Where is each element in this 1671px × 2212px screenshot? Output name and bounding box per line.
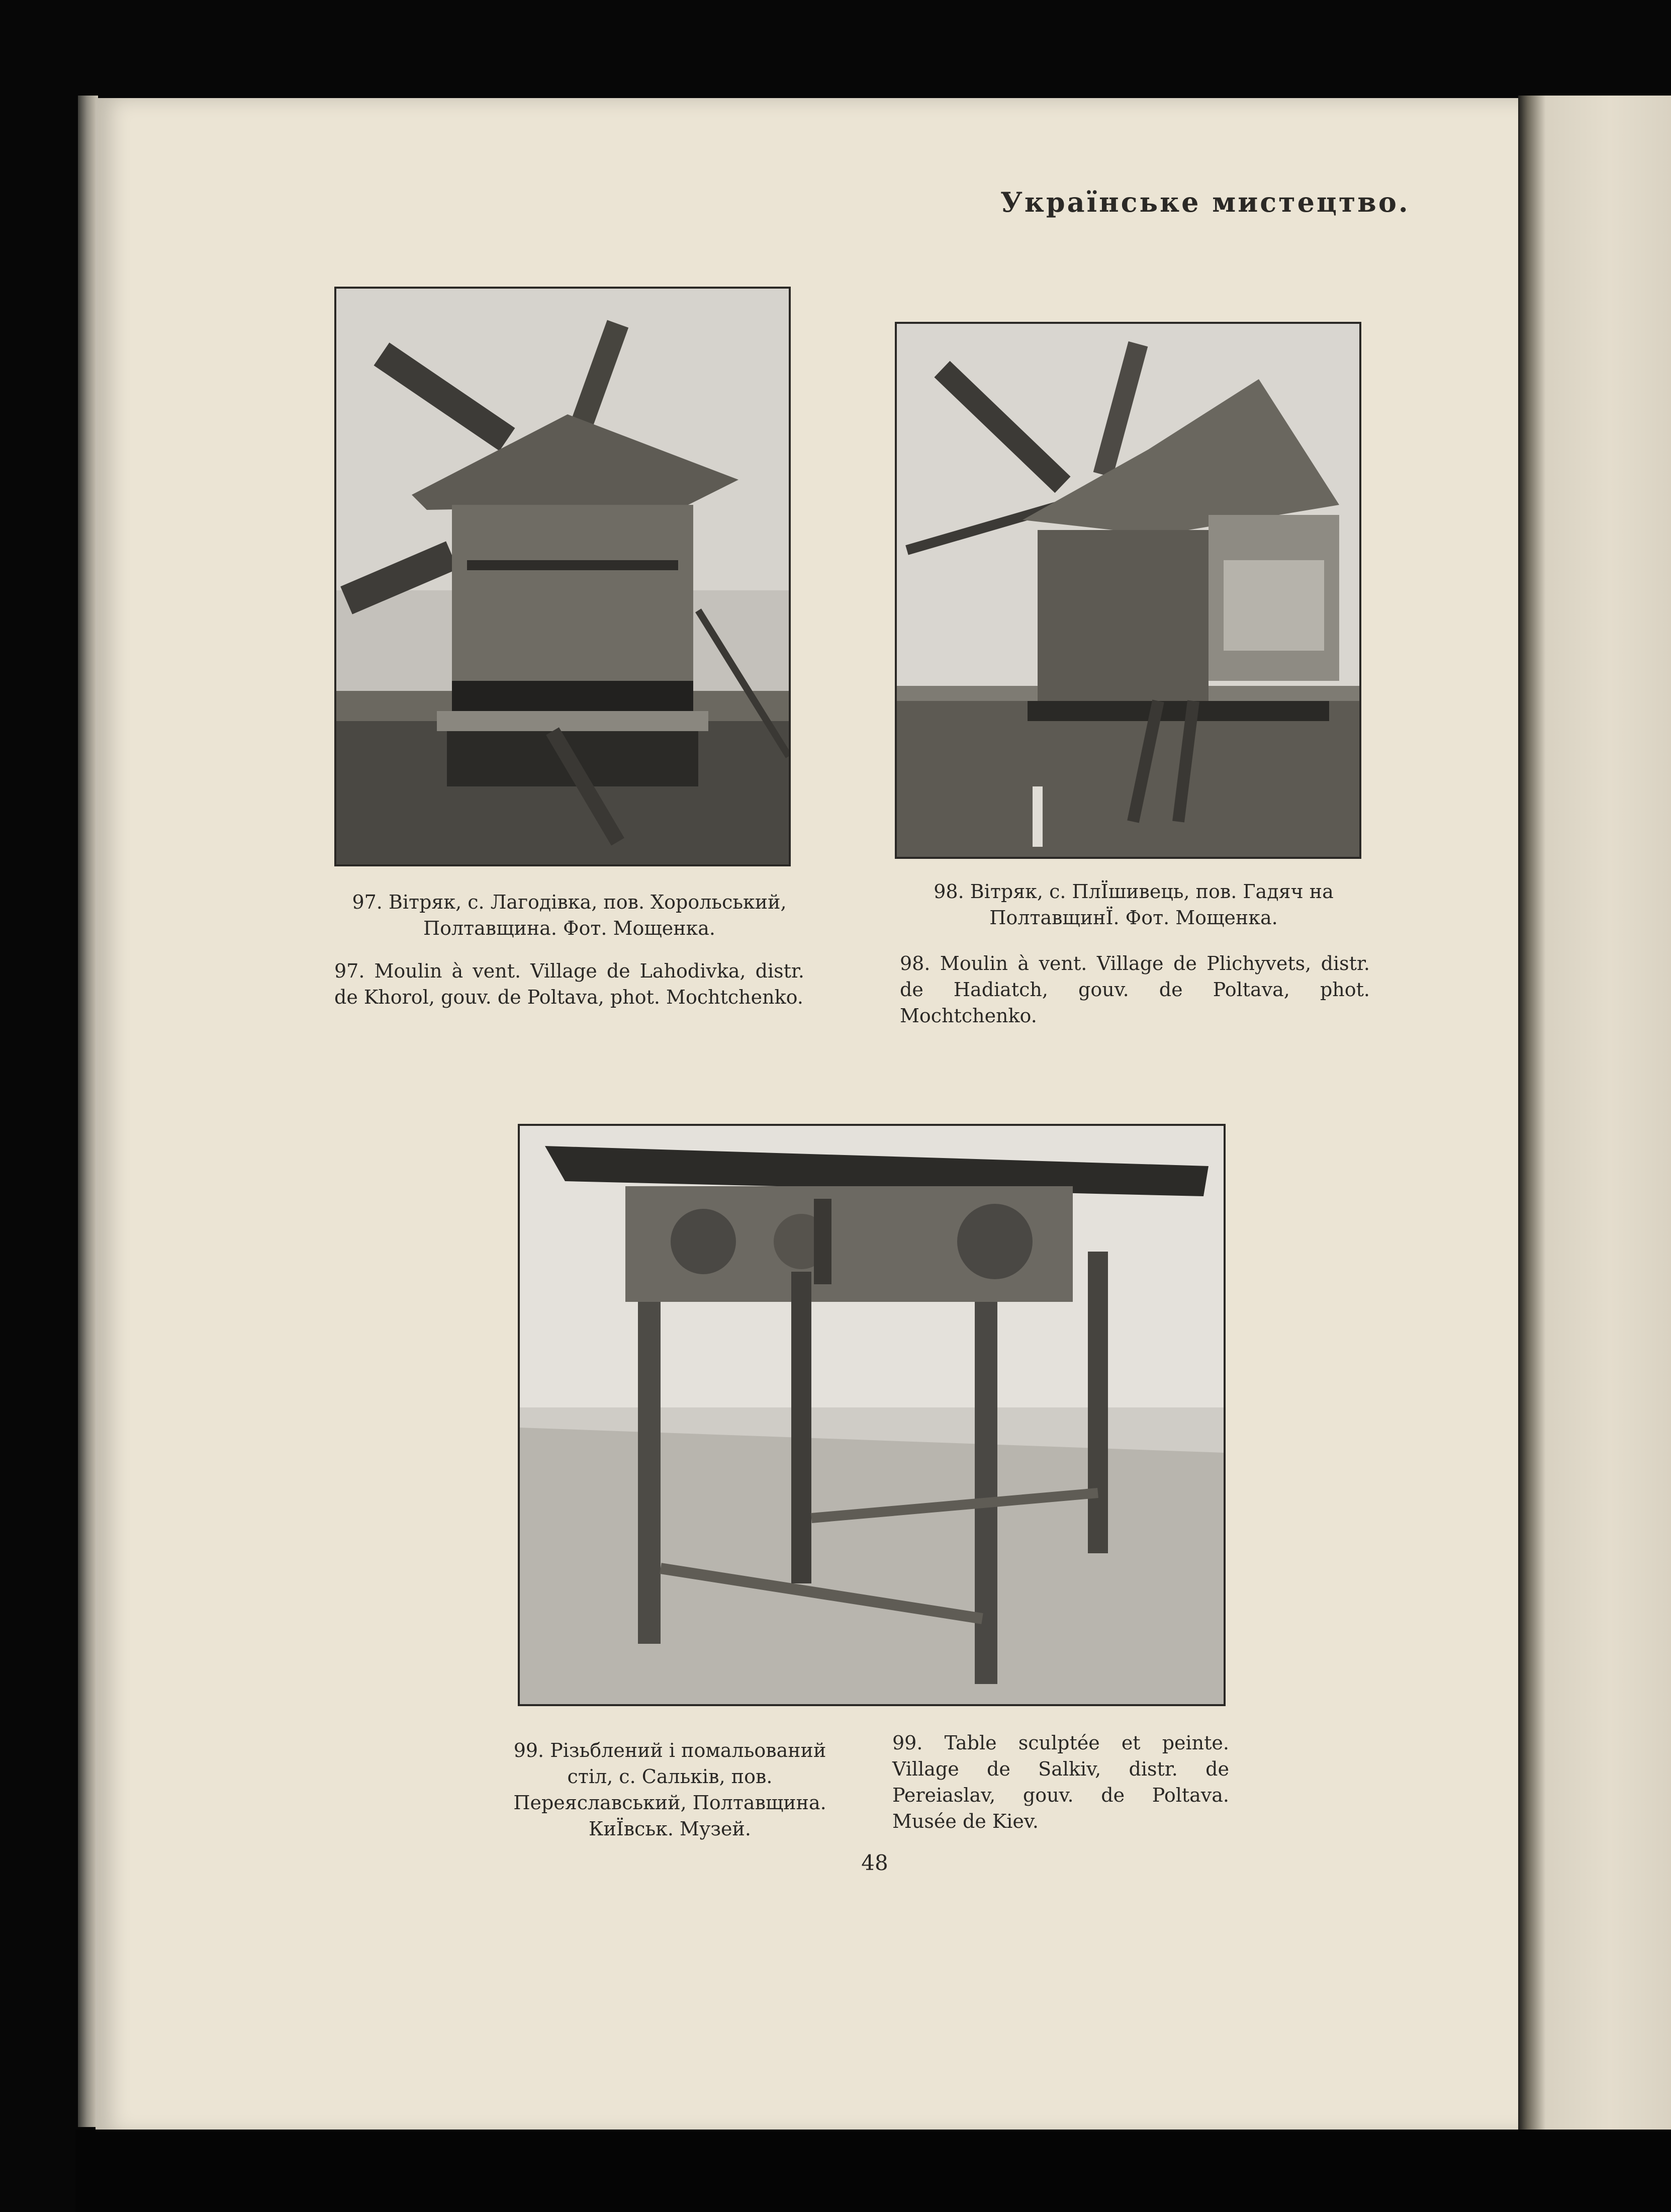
running-header: Українське мистецтво. — [1000, 186, 1410, 218]
figure-99-caption-fr: 99. Table sculptée et peinte. Village de Salkiv, distr. de Pereiaslav, gouv. de Poltava. Musée de Kiev. — [892, 1732, 1229, 1832]
facing-page-edge — [1518, 96, 1671, 2137]
page-number: 48 — [861, 1850, 888, 1875]
figure-99-photo — [518, 1124, 1226, 1706]
book-cover-edge — [78, 96, 98, 2127]
figure-98-photo — [895, 322, 1361, 859]
figure-97-caption-uk: 97. Вітряк, с. Лагодівка, пов. Хорольський, Полтавщина. Фот. Мощенка. — [352, 891, 787, 939]
figure-97-caption-fr: 97. Moulin à vent. Village de Lahodivka, distr. de Khorol, gouv. de Poltava, phot. Mochtchenko. — [334, 960, 804, 1008]
figure-98-caption-uk: 98. Вітряк, с. ПлЇшивець, пов. Гадяч на ПолтавщинЇ. Фот. Мощенка. — [934, 880, 1334, 929]
figure-99-caption-uk: 99. Різьблений і помальований стіл, с. Сальків, пов. Переяславський, Полтавщина. КиЇвськ. Музей. — [513, 1739, 826, 1840]
figure-97-photo — [334, 287, 791, 866]
figure-98-caption-fr: 98. Moulin à vent. Village de Plichyvets, distr. de Hadiatch, gouv. de Poltava, phot. Mochtchenko. — [900, 952, 1370, 1027]
background-band — [75, 2130, 1671, 2212]
